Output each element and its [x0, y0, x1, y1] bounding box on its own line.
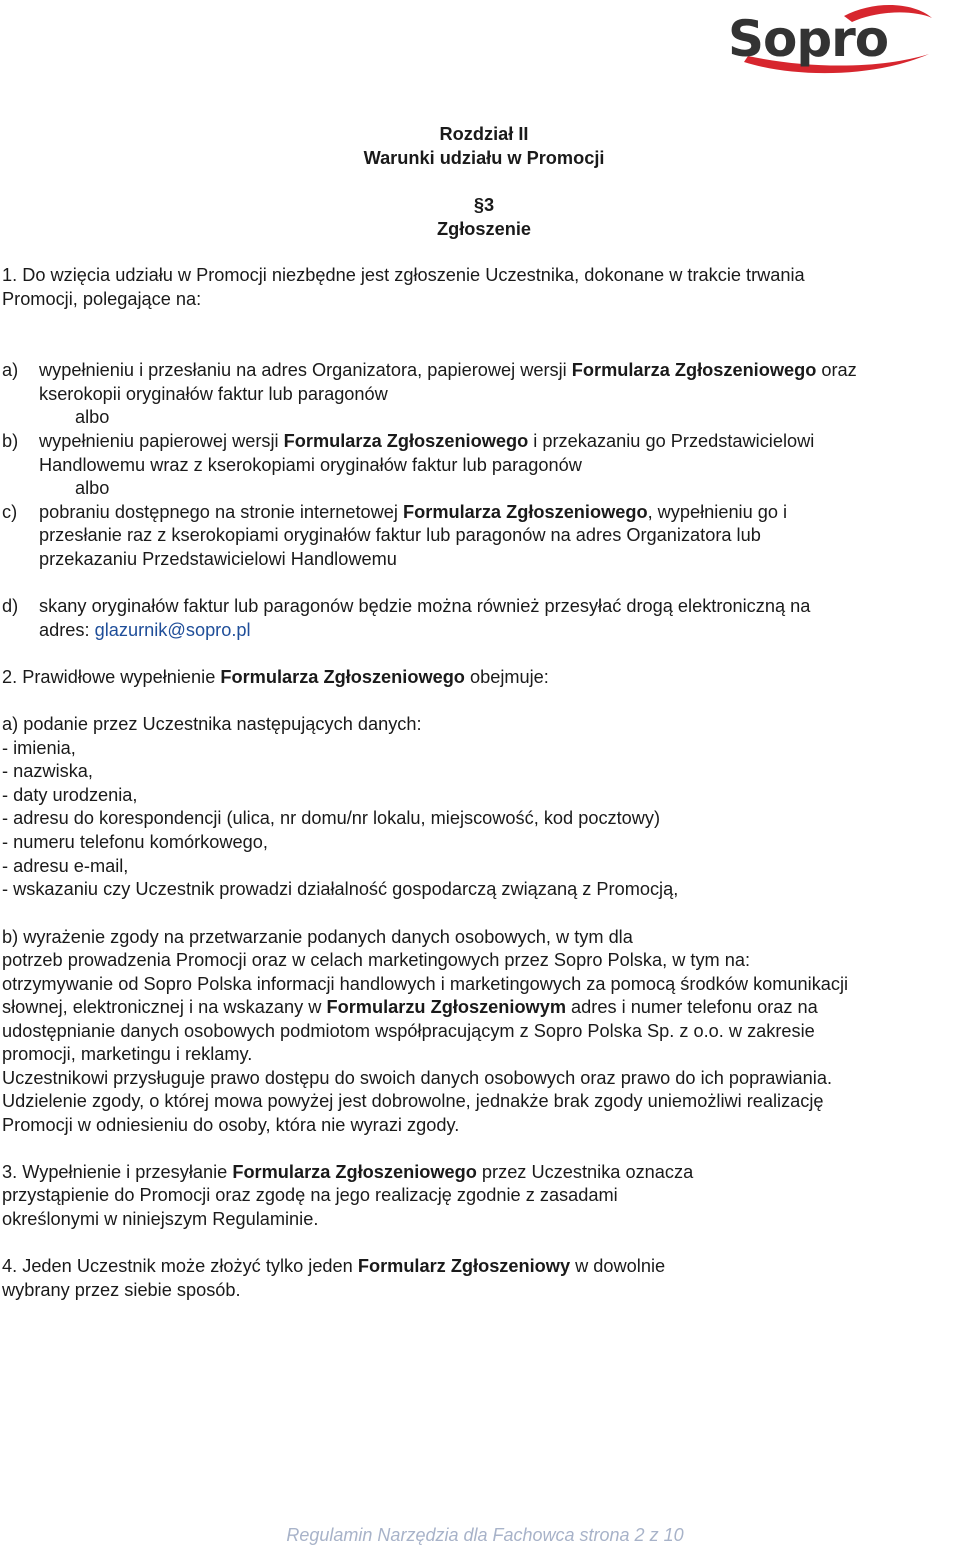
p2-intro — [2, 666, 549, 688]
item-d-line-2 — [39, 619, 251, 641]
item-a-marker: a) — [2, 360, 19, 380]
item-a-line-1 — [39, 359, 857, 381]
item-a-text-end: oraz — [816, 360, 857, 380]
field-item: - numeru telefonu komórkowego, — [2, 832, 268, 852]
item-c-form-name: Formularza Zgłoszeniowego — [403, 502, 648, 522]
p4-text: 4. Jeden Uczestnik może złożyć tylko jeden — [2, 1256, 358, 1276]
separator-albo-1: albo — [75, 407, 110, 427]
item-a-form-name: Formularza Zgłoszeniowego — [571, 360, 817, 380]
p1-line-2: Promocji, polegające na: — [2, 289, 202, 309]
item-c-line-1 — [39, 501, 787, 523]
p2-intro-text: 2. Prawidłowe wypełnienie — [2, 667, 221, 687]
p2-b-line-4-text: słownej, elektronicznej i na wskazany w — [2, 997, 327, 1017]
item-c-line-2: przesłanie raz z kserokopiami oryginałów faktur lub paragonów na adres Organizatora lub — [39, 525, 761, 545]
p3-line-3: określonymi w niniejszym Regulaminie. — [2, 1209, 319, 1229]
p2-b-line-9: Promocji w odniesieniu do osoby, która nie wyrazi zgody. — [2, 1115, 460, 1135]
p2-b-line-7: Uczestnikowi przysługuje prawo dostępu do swoich danych osobowych oraz prawo do ich poprawiania. — [2, 1068, 833, 1088]
item-a-text: wypełnieniu i przesłaniu na adres Organizatora, papierowej wersji — [39, 360, 572, 380]
field-item: - wskazaniu czy Uczestnik prowadzi działalność gospodarczą związaną z Promocją, — [2, 879, 679, 899]
p2-a-intro: a) podanie przez Uczestnika następujących danych: — [2, 714, 422, 734]
sopro-logo — [724, 4, 936, 74]
chapter-title: Warunki udziału w Promocji — [363, 148, 605, 168]
item-b-text-end: i przekazaniu go Przedstawicielowi — [528, 431, 815, 451]
p2-b-form-name: Formularzu Zgłoszeniowym — [326, 997, 566, 1017]
p4-line-2: wybrany przez siebie sposób. — [2, 1280, 241, 1300]
p2-b-line-2: potrzeb prowadzenia Promocji oraz w celach marketingowych przez Sopro Polska, w tym na: — [2, 950, 751, 970]
p1-line-1: 1. Do wzięcia udziału w Promocji niezbędne jest zgłoszenie Uczestnika, dokonane w trakcie trwania — [2, 265, 805, 285]
field-item: - adresu e-mail, — [2, 856, 129, 876]
p2-b-line-8: Udzielenie zgody, o której mowa powyżej jest dobrowolne, jednakże brak zgody uniemożliwi realizację — [2, 1091, 824, 1111]
item-d-marker: d) — [2, 596, 19, 616]
section-number: §3 — [473, 195, 495, 215]
field-item: - nazwiska, — [2, 761, 93, 781]
p2-b-line-6: promocji, marketingu i reklamy. — [2, 1044, 253, 1064]
chapter-heading: Rozdział II — [439, 124, 529, 144]
item-d-line-1: skany oryginałów faktur lub paragonów będzie można również przesyłać drogą elektroniczną na — [39, 596, 811, 616]
p4-line-1 — [2, 1255, 665, 1277]
p3-text-end: przez Uczestnika oznacza — [476, 1162, 694, 1182]
p3-line-2: przystąpienie do Promocji oraz zgodę na jego realizację zgodnie z zasadami — [2, 1185, 618, 1205]
item-b-marker: b) — [2, 431, 19, 451]
p2-b-line-1: b) wyrażenie zgody na przetwarzanie podanych danych osobowych, w tym dla — [2, 927, 633, 947]
field-item: - daty urodzenia, — [2, 785, 138, 805]
item-c-marker: c) — [2, 502, 18, 522]
item-b-text: wypełnieniu papierowej wersji — [39, 431, 284, 451]
field-item: - imienia, — [2, 738, 76, 758]
page-footer: Regulamin Narzędzia dla Fachowca strona 2 z 10 — [286, 1525, 684, 1545]
email-link[interactable]: glazurnik@sopro.pl — [94, 620, 251, 640]
p2-intro-end: obejmuje: — [464, 667, 549, 687]
section-title: Zgłoszenie — [437, 219, 531, 239]
item-c-text: pobraniu dostępnego na stronie internetowej — [39, 502, 404, 522]
p2-b-line-4 — [2, 996, 818, 1018]
p4-form-name: Formularz Zgłoszeniowy — [357, 1256, 571, 1276]
p4-text-end: w dowolnie — [570, 1256, 666, 1276]
p2-b-line-3: otrzymywanie od Sopro Polska informacji handlowych i marketingowych za pomocą środków komunikacji — [2, 974, 849, 994]
field-item: - adresu do korespondencji (ulica, nr domu/nr lokalu, miejscowość, kod pocztowy) — [2, 808, 661, 828]
item-b-line-2: Handlowemu wraz z kserokopiami oryginałów faktur lub paragonów — [39, 455, 582, 475]
separator-albo-2: albo — [75, 478, 110, 498]
logo-text: Sopro — [728, 10, 889, 68]
item-d-address-label: adres: — [39, 620, 95, 640]
item-a-line-2: kserokopii oryginałów faktur lub paragonów — [39, 384, 388, 404]
section-number-value: 3 — [484, 195, 495, 215]
p3-form-name: Formularza Zgłoszeniowego — [232, 1162, 477, 1182]
p3-line-1 — [2, 1161, 693, 1183]
item-c-line-3: przekazaniu Przedstawicielowi Handlowemu — [39, 549, 397, 569]
item-b-form-name: Formularza Zgłoszeniowego — [283, 431, 529, 451]
p3-text: 3. Wypełnienie i przesyłanie — [2, 1162, 233, 1182]
p2-form-name: Formularza Zgłoszeniowego — [220, 667, 465, 687]
p2-b-line-5: udostępnianie danych osobowych podmiotom współpracującym z Sopro Polska Sp. z o.o. w zakresie — [2, 1021, 815, 1041]
p2-b-line-4-end: adres i numer telefonu oraz na — [566, 997, 818, 1017]
item-b-line-1 — [39, 430, 814, 452]
item-c-text-end: , wypełnieniu go i — [647, 502, 788, 522]
